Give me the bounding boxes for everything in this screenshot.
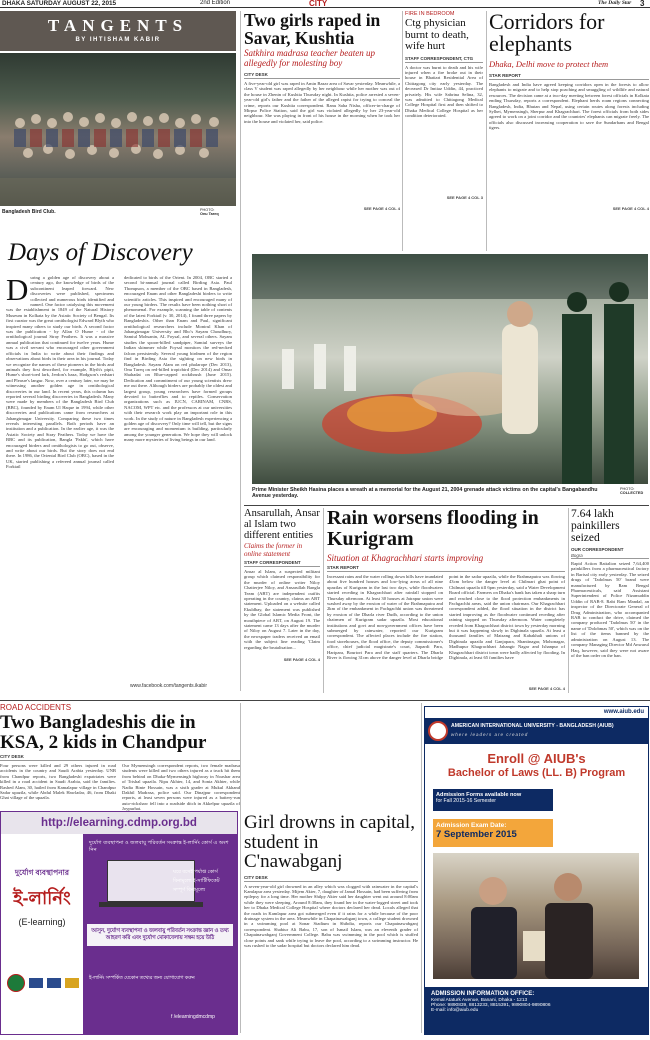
- aiub-phone: Phone: 9890839, 8813233, 8815391, 9890804-9890806: [431, 1003, 551, 1008]
- flood-byline: STAR REPORT: [327, 565, 565, 572]
- fire-byline: STAFF CORRESPONDENT, CTG: [405, 56, 483, 63]
- savar-headline: Two girls raped in Savar, Kushtia: [244, 10, 381, 48]
- aiub-students-photo: [433, 853, 639, 979]
- ksa-headline: Two Bangladeshis die in KSA, 2 kids in Chandpur: [0, 712, 207, 753]
- masthead-logo: The Daily Star: [598, 0, 632, 6]
- column-rule: [486, 11, 487, 251]
- aiub-header: [425, 718, 648, 744]
- girl-drowns-byline: CITY DESK: [244, 875, 418, 882]
- wreath-photo-credit-name: COLLECTED: [620, 491, 644, 496]
- elearning-bullet-2: বিনামূল্যে ই-সার্টিফিকেট: [173, 878, 220, 884]
- ksa-col-1: Four persons were killed and 29 others injured in road accidents in the country and Saudi Arabia yesterday. UNB from Chandpur reports, two Bangladeshi expatriates were killed in a road accident in Saudi Arabia, said the families. Rashed Alam, 30, hailed from Kamalapur village in Chandpur Sadar upazila, while Abdul Malek Hawladar, 46, from Dhaki Ghat village of the upazila.: [0, 763, 116, 801]
- tangents-col-1-text: uring a golden age of discovery about a century ago, the knowledge of birds of the subcontinent leaped forward. New discoveries were published, specimens collected and numerous birds identified and named. One factor catalysing this movement was the establishment in 1849 of the Natural History Museum in Kolkata by the Asiatic Society of Bengal. Its first curator was the great ornithologist Edward Blyth who inspired many others to study our birds. A second factor was the publication - by Allan O Hume - of the ornithological journal Stray Feathers. It was a massive annual publication that continued for twelve years. Hume was a civil servant who encouraged other government officials in India to write about their findings and observations about birds in their area in his journal. Today we recognize the names of these pioneers in the birds and animals they first described, for example, Blyth's pipit, Hume's short-toed lark, Jerdon's baza, Hodgson's redstart and Pleasre's langur. Now, over a century later, we may be witnessing another golden age in ornithological discoveries in our land. In recent years, this column has reported several birding discoveries in Bangladesh. Many were made by members of the Bangladesh Bird Club (BBC), founded by Enam Ul Haque in 1994, while other discoveries and publications came from researchers at Jahangirnagar University. Comparing these two times reveals interesting parallels. Both periods have an institution and a publication. In the earlier age, it was the Asiatic Society and Stray Feathers. Today we have the BBC and its publication, Bangla 'Pakhi', which have encouraged birders and ornithologists to go out, observe, and write about our birds. But the story does not end there. In 1986, the Oriental Bird Club (OBC), based in the UK, started publishing a refereed annual journal called Forktail: [6, 275, 114, 470]
- girl-drowns-story: [244, 813, 418, 1035]
- elearning-hotline: ই-লার্নিং সম্পর্কিত যেকোন তথ্যের জন্য যোগাযোগ করুন: [89, 976, 195, 981]
- elearning-bullet-1: ঘরে বসেই পর্যাপ্ত কোর্স: [173, 869, 218, 875]
- aiub-office-title: ADMISSION INFORMATION OFFICE:: [431, 991, 535, 997]
- fire-body: A doctor was burnt to death and his wife injured when a fire broke out in their house in Bhatiari Residential Area of Chittagong city early yesterday. The deceased Dr Imtiaz Uddin, 44, practiced privately. His wife Sabrina Selina, 32, was admitted to Chittagong Medical College Hospital first and then shifted to Dhaka Medical College Hospital as her condition deteriorated.: [405, 64, 483, 119]
- painkillers-story: [571, 508, 649, 693]
- column-rule: [402, 11, 403, 251]
- ksa-col-2: Our Mymensingh correspondent reports, two female madrasa students were killed and two others injured as a truck hit them from behind on Dhaka-Mymensingh highway in Noashar area of Trishal upazila. Nipu Akhter, 14, and Sonia Akhter, while Nadia Binte Hossain, was a sixth grader at Mukul Akhand Dakhil Madrasa, police said. Our Dinajpur correspondent reports, at least seven persons were injured as a battery-run auto-rickshaw fell into a roadside ditch in Akkelpur upazila of Joypurhat.: [122, 763, 240, 812]
- ksa-story: [0, 703, 240, 812]
- savar-body: A five-year-old girl was raped in Amin Bazar area of Savar yesterday. Meanwhile, a class V student was raped allegedly by her neighbour while her mother was out of the house in Zhenin of Kushtia Thursday night. In Kushtia, police arrested a seven-year-old girl's father and the father of the alleged rapist for trying to conceal the crime, reports our Kushtia correspondent. Ranu Saha Nisha, officer-in-charge of Mirpur Police Station, said the girl was violated allegedly by her 23-year-old neighbour. She was playing in front of his house in the morning when he took her into the house and violated her, said police.: [244, 81, 400, 124]
- aiub-enroll-title: Enroll @ AIUB's: [487, 751, 586, 766]
- aiub-exam-panel: [433, 819, 553, 847]
- ksa-kicker: ROAD ACCIDENTS: [0, 703, 72, 712]
- tangents-web-link[interactable]: www.facebook.com/tangents.ikabir: [130, 683, 207, 689]
- wreath-photo-credit: [620, 487, 643, 496]
- aiub-program: Bachelor of Laws (LL. B) Program: [447, 767, 626, 779]
- masthead-dateline: DHAKA SATURDAY AUGUST 22, 2015: [2, 0, 117, 7]
- elearning-bullet-3: সম্পূর্ণ বিনামূল্যে: [173, 887, 206, 893]
- tangents-photo-credit: [200, 208, 219, 217]
- savar-story: [244, 11, 400, 251]
- partner-logo-1: [29, 978, 43, 988]
- laptop-base: [99, 902, 203, 907]
- fire-headline: Ctg physician burnt to death, wife hurt: [405, 17, 469, 52]
- aiub-exam-label: Admission Exam Date:: [436, 822, 507, 829]
- ansarullah-deck: Claims the former in online statement: [244, 542, 303, 558]
- flood-see-page: SEE PAGE 4 COL 4: [528, 686, 565, 691]
- tangents-photo-credit-label: PHOTO:: [200, 208, 215, 212]
- column-rule: [323, 508, 324, 693]
- elearning-left-panel: [1, 834, 83, 1034]
- elearning-footer-text: আসুন, দুর্যোগ ব্যবস্থাপনা ও জলবায়ু পরিবর্তন সংক্রান্ত জ্ঞান ও তথ্য আহরণ করি এবং দুর্যোগ মোকাবেলায় সক্ষম হয়ে উঠি: [87, 924, 233, 946]
- tangents-banner: [0, 11, 236, 51]
- partner-logo-3: [65, 978, 79, 988]
- column-rule: [568, 508, 569, 693]
- flood-body: Incessant rains and the water rolling down hills have inundated about five hundred houses and low-lying areas of all nine upazilas of Kurigram in the last two days, while floodwaters started receding in Khagrachhari after rainfall stopped on Thursday afternoon. At least 30 houses at Jatrapur union were washed away by the erosion of water of the Brahmaputra and 2km of the embankment in Pachgachhi union was threatened by erosion of the Dharla river Dudh, according to the union chairmen of Kurigram sadar upazila. Most educational institutions and govt and non-government offices have been submerged by rainwater, reported our Kurigram correspondent. The affected places include the fire station, food storehouses, the flood office, the deputy commissioner's office, chief judicial magistrate's court, Jiapardi Para, Haripara, Bourtori Para and the staff quarters. The Dharla River is flowing 31cm above the danger level at Dharla bridge point in the sadar upazila, while the Brahmaputra was flowing 43cm below the danger level at Chilmari ghat point of Chilmari upazila till 6pm yesterday, said a Water Development Board official. Farmers on Dhaka's bank has taken a sharp turn and reached close to the flood protection embankments in Pachgachhi areas, said the union chairman. Our Khagrachhari correspondent added, the flood situation in the district has started improving as the floodwater continued receding after raining stopped on Thursday afternoon. Water completely receded from Khagrachhari district town by yesterday morning but it was happening slowly in Dighinala upazila. At least a thousand families of Maizang and Kabakhali unions of Dighinala upazila and Ganjapara, Shantinagar, Mohonagar, Madhupur Khagrachhari Jahangir Nagar and Ishanpur of Khagrachhari district town were badly affected by flooding. In Dighinala, at least 65 families have: [327, 574, 565, 661]
- masthead-section: CITY: [309, 0, 328, 8]
- painkillers-byline: OUR CORRESPONDENT: [571, 547, 624, 552]
- aiub-url[interactable]: www.aiub.edu: [603, 709, 644, 715]
- section-rule: [244, 505, 649, 506]
- tangents-banner-title: TANGENTS: [47, 16, 189, 35]
- column-rule: [421, 703, 422, 1033]
- tangents-drop-cap: D: [6, 272, 29, 307]
- tangents-photo-credit-name: Onu Tareq: [200, 212, 219, 217]
- painkillers-body: Rapid Action Battalion seized 7,64,400 painkillers from a pharmaceutical factory in Barisal city early yesterday. The seized drugs of 'Tadolmas 50' brand were manufactured by Ram Bengal Pharmaceuticals, said Assistant Superintendent of Police Nizamuddin Uddin of RAB-8. Rabi Ram Mandal, an inspector of the Directorate General of Drug Administration, who accompanied RAB to conduct the drive, claimed the company produced 'Tadolmas 50' in the name of 'Dolobmas 50', which was on the list of the items banned by the administration on August 13. The company Managing Director Md Anwarul Haq, however, said they were not aware of the ban order on the ban.: [571, 561, 649, 658]
- ansarullah-see-page: SEE PAGE 4 COL 4: [283, 657, 320, 662]
- savar-byline: CITY DESK: [244, 72, 400, 79]
- aiub-ad[interactable]: [424, 706, 649, 1035]
- ansarullah-story: [244, 508, 320, 693]
- savar-see-page: SEE PAGE 4 COL 4: [363, 206, 400, 211]
- tangents-banner-byline: BY IHTISHAM KABIR: [75, 37, 161, 43]
- corridors-deck: Dhaka, Delhi move to protect them: [489, 59, 609, 69]
- wreath-photo: [252, 254, 648, 484]
- masthead-page-number: 3: [640, 0, 645, 8]
- flood-headline: Rain worsens flooding in Kurigram: [327, 507, 539, 550]
- wreath-photo-credit-label: PHOTO:: [620, 487, 635, 491]
- aiub-tagline: where leaders are created: [451, 732, 529, 737]
- government-seal-logo: [7, 974, 25, 992]
- bird-club-group-photo: [0, 53, 236, 206]
- ansarullah-headline: Ansarullah, Ansar al Islam two different entities: [244, 508, 320, 541]
- ansarullah-byline: STAFF CORRESPONDENT: [244, 560, 320, 567]
- tangents-photo-caption: Bangladesh Bird Club.: [2, 209, 56, 215]
- painkillers-headline: 7.64 lakh painkillers seized: [571, 508, 620, 544]
- flood-story: [327, 508, 565, 693]
- ksa-byline: CITY DESK: [0, 754, 240, 761]
- corridors-see-page: SEE PAGE 4 COL 4: [612, 206, 649, 211]
- wreath-photo-caption: Prime Minister Sheikh Hasina places a wreath at a memorial for the August 21, 2004 grenade attack victims on the capital's Bangabandhu Avenue yesterday.: [252, 487, 598, 500]
- aiub-university-name: AMERICAN INTERNATIONAL UNIVERSITY - BANGLADESH (AIUB): [451, 723, 614, 729]
- corridors-byline: STAR REPORT: [489, 73, 649, 80]
- aiub-logo: [428, 721, 448, 741]
- tangents-col-1: [6, 272, 114, 687]
- tangents-section: [0, 11, 236, 696]
- aiub-office-panel: [425, 987, 648, 1034]
- partner-logo-2: [47, 978, 61, 988]
- elearning-ad[interactable]: [0, 811, 238, 1035]
- tangents-col-2: dedicated to birds of the Orient. In 2004, OBC started a second bi-annual journal called Birding Asia. Paul Thompson, a member of the OBC based in Bangladesh, encouraged Enam and other Bangladeshi birders to write scientific articles. This inspired and encouraged many of our young birders. The results have been nothing short of phenomenal. For example, scanning the table of contents of the latest Forktail (v. 30, 2014), I found three papers by Bangladeshis. Other than Enam and Paul, significant ornithological researchers include Monirul Khan of Jahangirnagar University and Bhc's Sayam Choudhury, Samiul Mohsanin, AL Foysal, and several others. Sayam studies the spoon-billed sandpiper, Samiul surveys the Indian skimmer while Foysal monitors the red-necked falcon persistently. Several young birdmen of the region find in Birding Asia the sighting on new birds in Bangladesh. Sayam Alam on red phalarope (Dec 2013), Onu Tareq on red-billed tropicbird (Dec 2014) and Omar Shahadat on Blue-capped rockthrush (June 2015). Dedication and commitment of our young scientists drew me out there. Although birders are probably the oldest and largest group, young researchers have formed groups devoted to butterflies and to reptiles. Conservation organizations such as IUCN, CARINAM, CNRS, NACOM, WPT etc. and the professors at our universities with their research work play an important role in this work. In the study of nature in Bangladesh experiencing a golden age of discovery? Only time will tell, but the signs are encouraging and momentum is building, particularly among the younger generation. We hope they will unlock many more mysteries of living beings in our land.: [124, 275, 232, 443]
- elearning-bangla-title: দুর্যোগ ব্যবস্থাপনার: [15, 868, 69, 877]
- aiub-exam-date: 7 September 2015: [436, 829, 517, 840]
- flood-deck: Situation at Khagrachhari starts improving: [327, 553, 484, 563]
- aiub-admission-forms: Admission Forms available now: [436, 792, 522, 798]
- aiub-forms-panel: [433, 789, 553, 811]
- tangents-body: [2, 273, 236, 689]
- elearning-sub-title: (E-learning): [18, 917, 66, 927]
- corridors-headline: Corridors for elephants: [489, 9, 605, 56]
- elearning-social[interactable]: f /elearningdmcdmp: [171, 1014, 215, 1020]
- fire-see-page: SEE PAGE 4 COL 3: [446, 194, 483, 200]
- aiub-address: Kemal Ataturk Avenue, Banani, Dhaka - 1213: [431, 998, 528, 1003]
- elearning-line-1: দুর্যোগ ব্যবস্থাপনা ও জলবায়ু পরিবর্তন সংক্রান্ত ই-লার্নিং কোর্স এ অংশ নিন: [89, 840, 229, 853]
- aiub-email[interactable]: E-mail: info@aiub.edu: [431, 1008, 479, 1013]
- corridors-body: Bangladesh and India have agreed keeping corridors open in the forests to allow elephants to migrate and to help stop poaching and smuggling of wildlife and natural resources. The decision came at a two-day meeting between forest officials in Kolkata ending Thursday, reports a correspondent. Elephant herds roam regions connecting Bangladesh, India, Bhutan and Nepal, using certain routes along forests including Sylhet, Mymensingh, Sherpur and Khagrachhari. The forest officials from both sides agreed to work on a joint corridor and the countries' elephants can migrate freely. The officials also discussed increasing cooperation to save the Sundarbans and Bengal tigers.: [489, 82, 649, 131]
- aiub-semester: for Fall 2015-16 Semester: [436, 798, 496, 804]
- column-rule: [240, 11, 241, 691]
- girl-drowns-headline: Girl drowns in capital, student in C'nawabganj: [244, 812, 415, 872]
- girl-drowns-body: A seven-year-old girl drowned in an alley which was clogged with rainwater in the capital's Kamlapur area yesterday. Mijem Akter, 7, daughter of Jamal Hossain, had been suffering from epilepsy for a long time. Her mother Shilpy Akter said her daughter went out around 8:00am while they were sleeping. Around 8:30am, they found her in the water-logged street and took her to Dhaka Medical College Hospital where doctors declared her dead. Locals alleged that the roads in Kamlapur area got submerged even if it rains for a while because of the poor drainage system in the area. Meanwhile in Chapainawabganj town, a college student drowned in a swimming pool at Sonar Stadium in Shibdia, reports our Chapainawabganj correspondent. Shabiur Ali Babu, 17, son of Ismail Islam, was an eleventh grader of Chapainawabganj Government College. Babu was swimming in the pool which is stuffed close points and sank while trying to leave the pool, according to a swimming instructor. He was rushed to the sadar hospital but doctors declared him dead.: [244, 883, 418, 948]
- elearning-big-title: ই-লার্নিং: [13, 888, 71, 908]
- savar-deck: Satkhira madrasa teacher beaten up allegedly for molesting boy: [244, 48, 375, 68]
- fire-kicker: FIRE IN BEDROOM: [405, 11, 455, 17]
- elearning-right-panel: [83, 834, 237, 1034]
- ansarullah-body: Ansar al Islam, a suspected militant group which claimed responsibility for the murder of online writer Niloy Chatterjee Niloy, and Ansarullah Bangla Team (ABT) are independent outfits operating in the country, claims an ABT statement. Uploaded on a website called Ekuldbay, the statement was published by the Global Islamic Media Front, the mouthpiece of ABT, on August 19. The statement came 13 days after the murder of Niloy on August 7. Later in the day, the newspaper traders received an email with the subject line reading 'Claim regarding the brutalisation...: [244, 569, 320, 650]
- section-rule: [0, 700, 650, 701]
- corridors-story: [489, 11, 649, 251]
- painkillers-sub-byline: Bogra: [571, 553, 649, 559]
- fire-story: [405, 11, 483, 251]
- tangents-headline: Days of Discovery: [8, 239, 193, 266]
- column-rule: [240, 703, 241, 1033]
- elearning-bullets: [173, 868, 233, 895]
- masthead-edition: 2nd Edition: [200, 0, 231, 6]
- elearning-url[interactable]: http://elearning.cdmp.org.bd: [1, 812, 237, 834]
- masthead-bar: [0, 0, 650, 8]
